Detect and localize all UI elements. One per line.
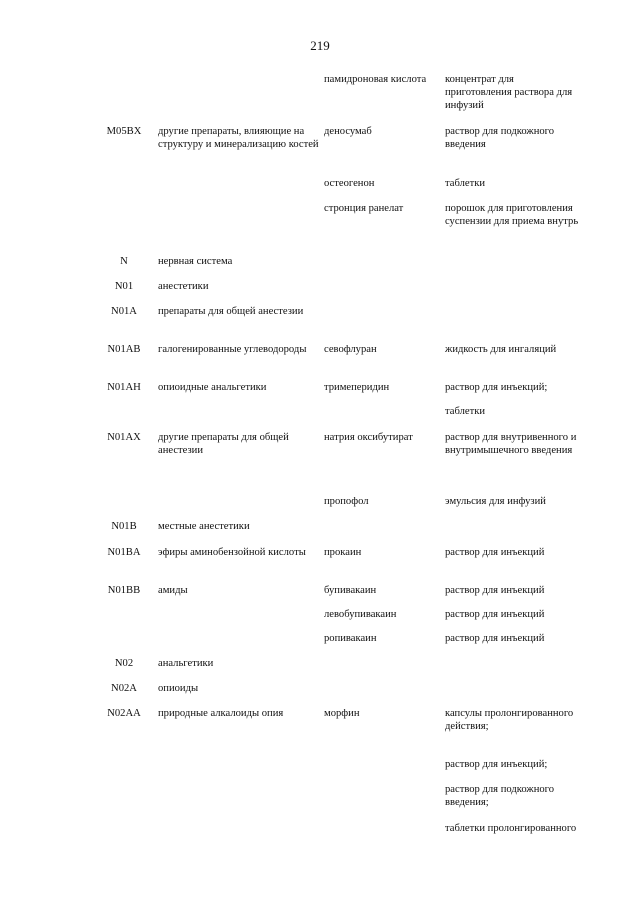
dosage-form: жидкость для ингаляций: [445, 344, 557, 355]
atc-code: N01BA: [107, 547, 141, 558]
atc-code: N01B: [111, 521, 137, 532]
page-number: 219: [310, 38, 330, 53]
drug-name: левобупивакаин: [324, 609, 397, 620]
drug-name: севофлуран: [324, 344, 377, 355]
atc-code: N02AA: [107, 708, 141, 719]
dosage-form: таблетки: [445, 178, 486, 189]
drug-name: остеогенон: [324, 178, 375, 189]
group-name: другие препараты, влияющие на структуру и минерализацию костей: [158, 126, 319, 150]
group-name: анестетики: [158, 281, 209, 292]
drug-name: деносумаб: [324, 126, 372, 137]
atc-code: N: [120, 256, 128, 267]
group-name: природные алкалоиды опия: [158, 708, 284, 719]
group-name: опиоиды: [158, 683, 199, 694]
dosage-form: раствор для инъекций;: [445, 759, 548, 770]
dosage-form: раствор для подкожного введения: [445, 126, 555, 150]
drug-name: стронция ранелат: [324, 203, 404, 214]
drug-name: натрия оксибутират: [324, 432, 413, 443]
atc-code: N01AH: [107, 382, 141, 393]
group-name: анальгетики: [158, 658, 214, 669]
group-name: нервная система: [158, 256, 233, 267]
dosage-form: таблетки пролонгированного: [445, 823, 577, 834]
dosage-form: капсулы пролонгированного действия;: [445, 708, 574, 732]
drug-name: прокаин: [324, 547, 362, 558]
group-name: препараты для общей анестезии: [158, 306, 304, 317]
dosage-form: порошок для приготовления суспензии для приема внутрь: [445, 203, 579, 227]
drug-name: морфин: [324, 708, 360, 719]
group-name: амиды: [158, 585, 188, 596]
group-name: другие препараты для общей анестезии: [158, 432, 289, 456]
group-name: галогенированные углеводороды: [158, 344, 307, 355]
atc-code: N01BB: [107, 585, 141, 596]
dosage-form: раствор для инъекций: [445, 633, 545, 644]
atc-code: N01AX: [107, 432, 141, 443]
atc-code: N02A: [111, 683, 137, 694]
atc-code: N01: [114, 281, 134, 292]
dosage-form: эмульсия для инфузий: [445, 496, 546, 507]
group-name: опиоидные анальгетики: [158, 382, 267, 393]
drug-name: ропивакаин: [324, 633, 377, 644]
atc-code: M05BX: [106, 126, 142, 137]
dosage-form: раствор для инъекций: [445, 585, 545, 596]
drug-name: тримеперидин: [324, 382, 390, 393]
dosage-form: раствор для инъекций: [445, 547, 545, 558]
atc-code: N01A: [111, 306, 137, 317]
dosage-form: раствор для инъекций: [445, 609, 545, 620]
group-name: эфиры аминобензойной кислоты: [158, 547, 306, 558]
drug-name: бупивакаин: [324, 585, 377, 596]
atc-code: N02: [114, 658, 134, 669]
dosage-form: раствор для инъекций;: [445, 382, 548, 393]
dosage-form: раствор для подкожного введения;: [445, 784, 555, 808]
dosage-form: таблетки: [445, 406, 486, 417]
atc-code: N01AB: [107, 344, 141, 355]
group-name: местные анестетики: [158, 521, 250, 532]
drug-name: пропофол: [324, 496, 369, 507]
drug-name: памидроновая кислота: [324, 74, 427, 85]
dosage-form: раствор для внутривенного и внутримышечного введения: [445, 432, 577, 456]
dosage-form: концентрат для приготовления раствора для инфузий: [445, 74, 573, 111]
